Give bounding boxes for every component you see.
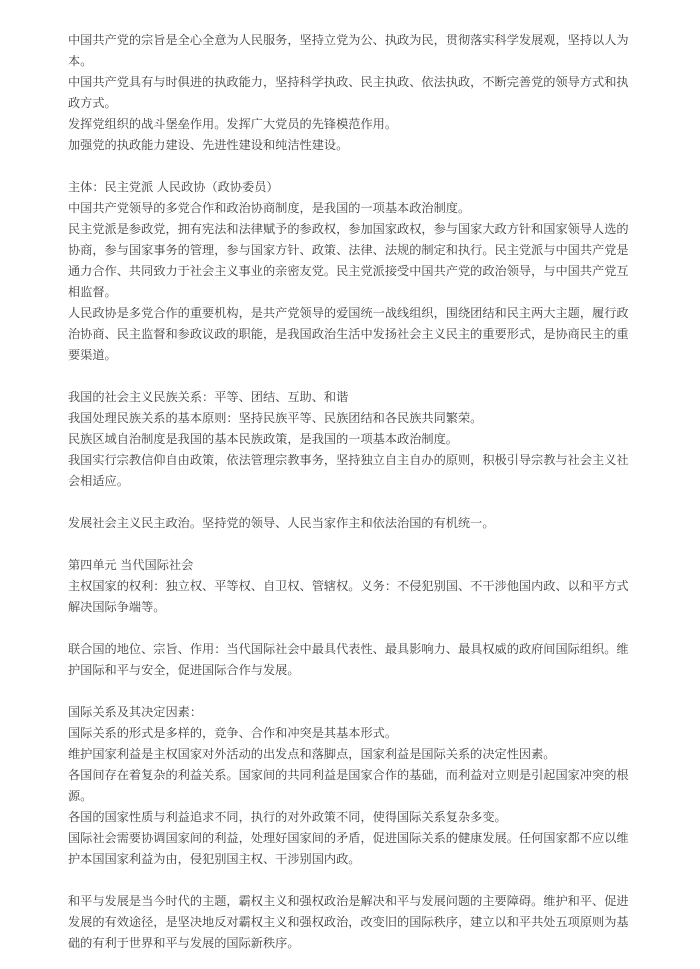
note-section-1 bbox=[68, 30, 634, 156]
note-section-6 bbox=[68, 639, 634, 681]
note-section-8 bbox=[68, 891, 634, 954]
note-section-2 bbox=[68, 177, 634, 366]
paragraph: 各国的国家性质与利益追求不同，执行的对外政策不同，使得国际关系复杂多变。 bbox=[68, 810, 507, 824]
note-section-5 bbox=[68, 555, 634, 618]
paragraph: 我国的社会主义民族关系：平等、团结、互助、和谐 bbox=[68, 390, 349, 404]
paragraph: 我国实行宗教信仰自由政策，依法管理宗教事务，坚持独立自主自办的原则，积极引导宗教与社会主义社会相适应。 bbox=[68, 453, 629, 488]
paragraph: 中国共产党的宗旨是全心全意为人民服务，坚持立党为公、执政为民，贯彻落实科学发展观，坚持以人为本。 bbox=[68, 33, 629, 68]
paragraph: 中国共产党具有与时俱进的执政能力，坚持科学执政、民主执政、依法执政，不断完善党的领导方式和执政方式。 bbox=[68, 75, 629, 110]
paragraph: 主权国家的权利：独立权、平等权、自卫权、管辖权。义务：不侵犯别国、不干涉他国内政、以和平方式解决国际争端等。 bbox=[68, 579, 629, 614]
paragraph: 民主党派是参政党，拥有宪法和法律赋予的参政权，参加国家政权，参与国家大政方针和国家领导人选的协商，参与国家事务的管理，参与国家方针、政策、法律、法规的制定和执行。民主党派与中国共产党是通力合作、共同致力于社会主义事业的亲密友党。民主党派接受中国共产党的政治领导，与中国共产党互相监督。 bbox=[68, 222, 629, 299]
paragraph: 联合国的地位、宗旨、作用：当代国际社会中最具代表性、最具影响力、最具权威的政府间国际组织。维护国际和平与安全，促进国际合作与发展。 bbox=[68, 642, 629, 677]
paragraph: 国际关系及其决定因素： bbox=[68, 705, 203, 719]
paragraph: 主体：民主党派 人民政协（政协委员） bbox=[68, 180, 279, 194]
paragraph: 加强党的执政能力建设、先进性建设和纯洁性建设。 bbox=[68, 138, 349, 152]
note-section-4 bbox=[68, 513, 634, 534]
paragraph: 维护国家利益是主权国家对外活动的出发点和落脚点，国家利益是国际关系的决定性因素。 bbox=[68, 747, 556, 761]
paragraph: 国际关系的形式是多样的，竞争、合作和冲突是其基本形式。 bbox=[68, 726, 398, 740]
paragraph: 各国间存在着复杂的利益关系。国家间的共同利益是国家合作的基础，而利益对立则是引起国家冲突的根源。 bbox=[68, 768, 629, 803]
paragraph: 民族区域自治制度是我国的基本民族政策，是我国的一项基本政治制度。 bbox=[68, 432, 458, 446]
paragraph: 和平与发展是当今时代的主题，霸权主义和强权政治是解决和平与发展问题的主要障碍。维护和平、促进发展的有效途径，是坚决地反对霸权主义和强权政治，改变旧的国际秩序，建立以和平共处五项原则为基础的有利于世界和平与发展的国际新秩序。 bbox=[68, 894, 629, 950]
paragraph: 我国处理民族关系的基本原则：坚持民族平等、民族团结和各民族共同繁荣。 bbox=[68, 411, 483, 425]
paragraph: 中国共产党领导的多党合作和政治协商制度，是我国的一项基本政治制度。 bbox=[68, 201, 471, 215]
paragraph: 国际社会需要协调国家间的利益，处理好国家间的矛盾，促进国际关系的健康发展。任何国家都不应以维护本国国家利益为由，侵犯别国主权、干涉别国内政。 bbox=[68, 831, 629, 866]
paragraph: 发展社会主义民主政治。坚持党的领导、人民当家作主和依法治国的有机统一。 bbox=[68, 516, 495, 530]
paragraph: 人民政协是多党合作的重要机构，是共产党领导的爱国统一战线组织，围绕团结和民主两大主题，履行政治协商、民主监督和参政议政的职能，是我国政治生活中发扬社会主义民主的重要形式，是协商民主的重要渠道。 bbox=[68, 306, 629, 362]
paragraph: 第四单元 当代国际社会 bbox=[68, 558, 194, 572]
note-section-3 bbox=[68, 387, 634, 492]
note-section-7 bbox=[68, 702, 634, 870]
paragraph: 发挥党组织的战斗堡垒作用。发挥广大党员的先锋模范作用。 bbox=[68, 117, 398, 131]
